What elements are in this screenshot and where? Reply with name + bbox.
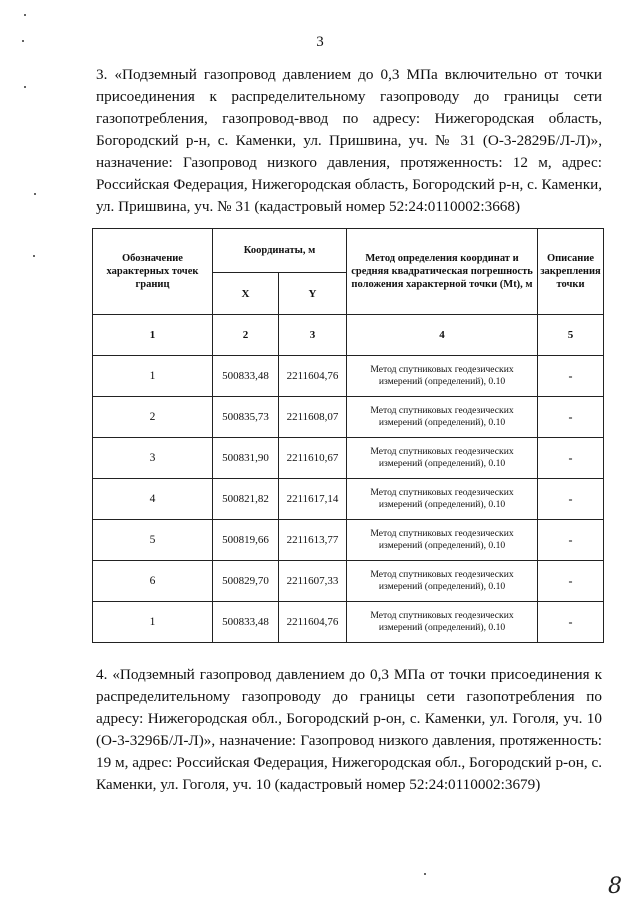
- table-row: [93, 602, 604, 643]
- handwritten-page-mark: 8: [608, 874, 622, 899]
- header-point: Обозначение характерных точек границ: [93, 229, 213, 315]
- cell-method: Метод спутниковых геодезических измерений (определений), 0.10: [347, 356, 538, 397]
- col-number: 1: [93, 315, 213, 356]
- cell-method: Метод спутниковых геодезических измерений (определений), 0.10: [347, 438, 538, 479]
- cell-point: 1: [93, 356, 213, 397]
- cell-point: 5: [93, 520, 213, 561]
- table-row: [93, 520, 604, 561]
- cell-method: Метод спутниковых геодезических измерений (определений), 0.10: [347, 520, 538, 561]
- cell-desc: -: [538, 397, 604, 438]
- cell-y: 2211607,33: [279, 561, 347, 602]
- table-row: [93, 438, 604, 479]
- cell-point: 2: [93, 397, 213, 438]
- header-method: Метод определения координат и средняя квадратическая погрешность положения характерной точки (Mt), м: [347, 229, 538, 315]
- cell-desc: -: [538, 356, 604, 397]
- cell-x: 500833,48: [213, 356, 279, 397]
- header-coords: Координаты, м: [213, 229, 347, 273]
- header-desc: Описание закрепления точки: [538, 229, 604, 315]
- header-y: Y: [279, 273, 347, 315]
- cell-point: 3: [93, 438, 213, 479]
- table-row: [93, 397, 604, 438]
- cell-x: 500833,48: [213, 602, 279, 643]
- coordinates-table: [92, 228, 604, 643]
- cell-x: 500835,73: [213, 397, 279, 438]
- cell-point: 1: [93, 602, 213, 643]
- scan-speck: [34, 193, 36, 195]
- cell-desc: -: [538, 520, 604, 561]
- cell-desc: -: [538, 602, 604, 643]
- cell-method: Метод спутниковых геодезических измерений (определений), 0.10: [347, 602, 538, 643]
- header-x: X: [213, 273, 279, 315]
- cell-x: 500821,82: [213, 479, 279, 520]
- col-number: 4: [347, 315, 538, 356]
- cell-y: 2211610,67: [279, 438, 347, 479]
- cell-y: 2211604,76: [279, 356, 347, 397]
- column-number-row: [93, 315, 604, 356]
- cell-y: 2211617,14: [279, 479, 347, 520]
- cell-desc: -: [538, 561, 604, 602]
- cell-method: Метод спутниковых геодезических измерений (определений), 0.10: [347, 561, 538, 602]
- cell-desc: -: [538, 479, 604, 520]
- cell-x: 500829,70: [213, 561, 279, 602]
- cell-x: 500831,90: [213, 438, 279, 479]
- scan-speck: [424, 873, 426, 875]
- cell-point: 6: [93, 561, 213, 602]
- col-number: 2: [213, 315, 279, 356]
- paragraph-3: 3. «Подземный газопровод давлением до 0,3 МПа включительно от точки присоединения к распределительному газопроводу до границы сети газопотребления, газопровод-ввод по адресу: Нижегородская область, Богородский р-н, с. Каменки, ул. Пришвина, уч. № 31 (О-3-2829Б/Л-Л)», назначение: Газопровод низкого давления, протяженность: 12 м, адрес: Российская Федерация, Нижегородская область, Богородский р-н, с. Каменки, ул. Пришвина, уч. № 31 (кадастровый номер 52:24:0110002:3668): [96, 66, 602, 215]
- table-row: [93, 479, 604, 520]
- cell-y: 2211608,07: [279, 397, 347, 438]
- cell-y: 2211604,76: [279, 602, 347, 643]
- col-number: 5: [538, 315, 604, 356]
- cell-point: 4: [93, 479, 213, 520]
- scan-speck: [33, 255, 35, 257]
- cell-method: Метод спутниковых геодезических измерений (определений), 0.10: [347, 479, 538, 520]
- cell-desc: -: [538, 438, 604, 479]
- scan-speck: [24, 14, 26, 16]
- paragraph-4: 4. «Подземный газопровод давлением до 0,3 МПа от точки присоединения к распределительному газопроводу до границы сети газопотребления по адресу: Нижегородская обл., Богородский р-он, с. Каменки, ул. Гоголя, уч. 10 (О-3-3296Б/Л-Л)», назначение: Газопровод низкого давления, протяженность: 19 м, адрес: Российская Федерация, Нижегородская обл., Богородский р-он, с. Каменки, ул. Гоголя, уч. 10 (кадастровый номер 52:24:0110002:3679): [96, 666, 602, 793]
- page-number: 3: [316, 34, 324, 50]
- col-number: 3: [279, 315, 347, 356]
- cell-y: 2211613,77: [279, 520, 347, 561]
- cell-method: Метод спутниковых геодезических измерений (определений), 0.10: [347, 397, 538, 438]
- table-row: [93, 561, 604, 602]
- cell-x: 500819,66: [213, 520, 279, 561]
- scan-speck: [24, 86, 26, 88]
- table-row: [93, 356, 604, 397]
